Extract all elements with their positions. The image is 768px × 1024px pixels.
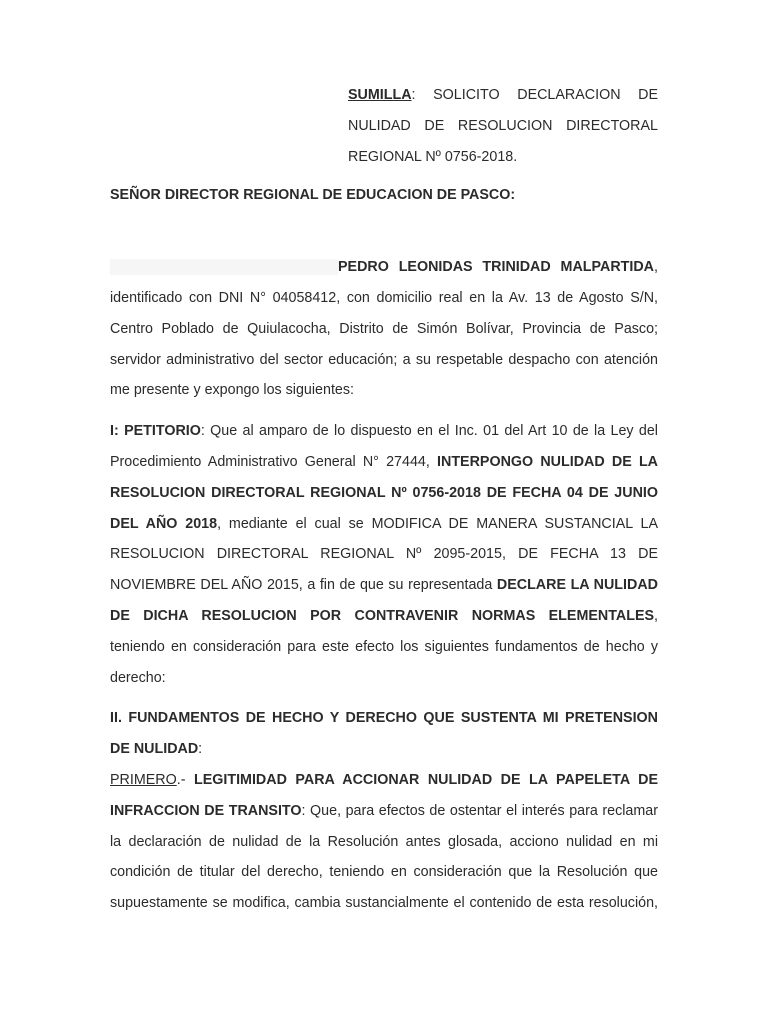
sumilla-label: SUMILLA (348, 87, 412, 103)
document-body (110, 80, 658, 919)
petitorio-text-3: , teniendo en consideración para este efecto los siguientes fundamentos de hecho y derecho: (110, 607, 658, 686)
petitorio-text-1: : Que al amparo de lo dispuesto en el Inc. 01 del Art 10 de la Ley del Procedimiento Administrativo General N° 27444, (110, 423, 658, 470)
sumilla-block (348, 80, 658, 172)
fundamentos-heading (110, 703, 658, 765)
intro-paragraph (110, 252, 658, 406)
fundamentos-heading-text: II. FUNDAMENTOS DE HECHO Y DERECHO QUE SUSTENTA MI PRETENSION DE NULIDAD (110, 710, 658, 758)
paragraph-indent (110, 259, 338, 275)
petitorio-bold-1: INTERPONGO NULIDAD DE LA RESOLUCION DIRECTORAL REGIONAL Nº 0756-2018 DE FECHA 04 DE JUNIO DEL AÑO 2018 (110, 453, 658, 532)
sumilla-text: SOLICITO DECLARACION DE NULIDAD DE RESOLUCION DIRECTORAL REGIONAL Nº 0756-2018. (348, 87, 658, 165)
petitorio-paragraph (110, 416, 658, 693)
intro-text: , identificado con DNI N° 04058412, con domicilio real en la Av. 13 de Agosto S/N, Centro Poblado de Quiulacocha, Distrito de Simón Bolívar, Provincia de Pasco; servidor administrativo del sector educación; a su respetable despacho con atención me presente y expongo los siguientes: (110, 259, 658, 399)
addressee: SEÑOR DIRECTOR REGIONAL DE EDUCACION DE PASCO: (110, 187, 516, 204)
primero-sep: .- (176, 771, 194, 788)
sumilla-colon: : (411, 87, 416, 103)
petitorio-heading: I: PETITORIO (110, 423, 201, 440)
primero-title: LEGITIMIDAD PARA ACCIONAR NULIDAD DE LA PAPELETA DE INFRACCION DE TRANSITO (110, 771, 658, 819)
petitioner-name: PEDRO LEONIDAS TRINIDAD MALPARTIDA (338, 259, 655, 276)
petitorio-bold-2: DECLARE LA NULIDAD DE DICHA RESOLUCION POR CONTRAVENIR NORMAS ELEMENTALES (110, 577, 658, 624)
primero-label: PRIMERO (110, 771, 177, 788)
primero-paragraph (110, 765, 658, 919)
primero-text: : Que, para efectos de ostentar el interés para reclamar la declaración de nulidad de la Resolución antes glosada, acciono nulidad en mi condición de titular del derecho, teniendo en consideración que la Resolución que supuestamente se modifica, cambia sustancialmente el contenido de esta resolución, (110, 802, 658, 912)
fundamentos-colon: : (198, 741, 203, 758)
petitorio-text-2: , mediante el cual se MODIFICA DE MANERA SUSTANCIAL LA RESOLUCION DIRECTORAL REGIONAL Nº 2095-2015, DE FECHA 13 DE NOVIEMBRE DEL AÑO 2015, a fin de que su representada (110, 515, 658, 594)
